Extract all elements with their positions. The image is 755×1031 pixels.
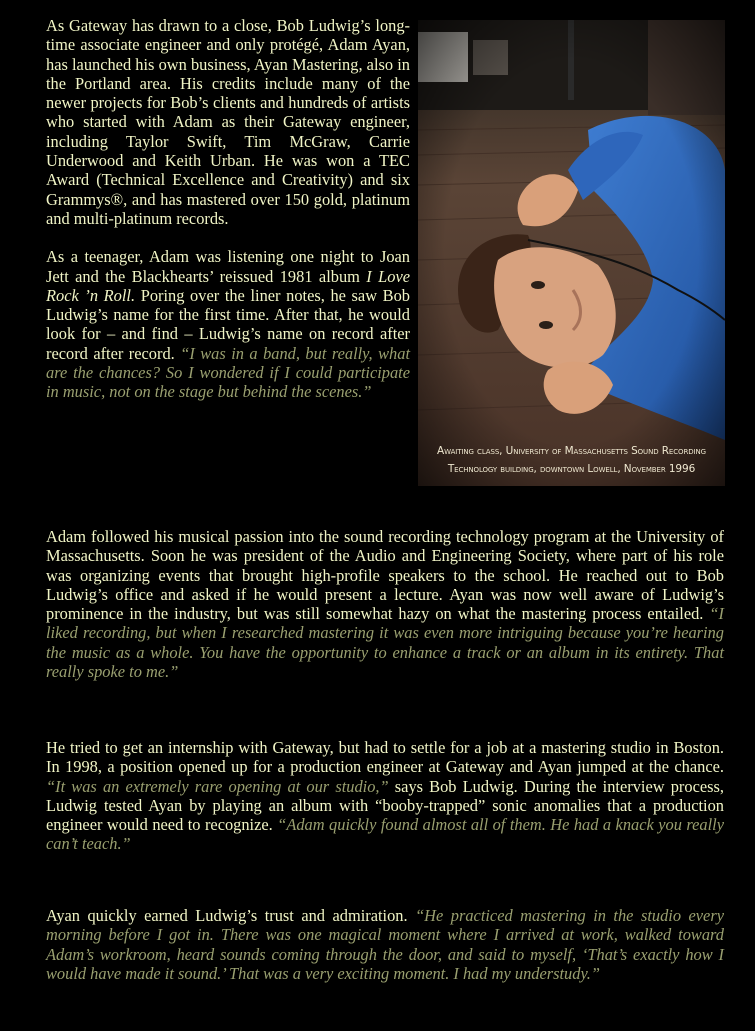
paragraph-teenager: [46, 247, 410, 401]
paragraph-trust-block: [46, 906, 724, 983]
paragraph-program-block: [46, 527, 724, 681]
paragraph-internship-text-b: says Bob Ludwig. During the interview process, Ludwig tested Ayan by playing an album with “booby-trapped” sonic anomalies that a production engineer would need to recognize.: [46, 776, 724, 835]
paragraph-trust: [46, 906, 724, 983]
quote-rare-opening: “It was an extremely rare opening at our studio,”: [46, 776, 389, 796]
paragraph-internship-block: [46, 738, 724, 854]
paragraph-internship-text-a: He tried to get an internship with Gateway, but had to settle for a job at a mastering studio in Boston. In 1998, a position opened up for a production engineer at Gateway and Ayan jumped at the chance.: [46, 738, 724, 777]
album-title: I Love Rock ’n Roll.: [46, 266, 410, 305]
paragraph-intro: As Gateway has drawn to a close, Bob Ludwig’s long-time associate engineer and only protégé, Adam Ayan, has launched his own business, Ayan Mastering, also in the Portland area. His credits include many of the newer projects for Bob’s clients and hundreds of artists who started with Adam as their Gateway engineer, including Taylor Swift, Tim McGraw, Carrie Underwood and Keith Urban. He was won a TEC Award (Technical Excellence and Creativity) and six Grammys®, and has mastered over 150 gold, platinum and multi-platinum records.: [46, 16, 410, 228]
photo-caption-line1: Awaiting class, University of Massachusetts Sound Recording: [437, 445, 706, 457]
quote-understudy: “He practiced mastering in the studio every morning before I got in. There was one magical moment where I arrived at work, walked toward Adam’s workroom, heard sounds coming through the door, and said to myself, ‘That’s exactly how I would have made it sound.’ That was a very exciting moment. I had my understudy.”: [46, 906, 724, 983]
left-column: [46, 16, 410, 402]
paragraph-teenager-text-b: Poring over the liner notes, he saw Bob Ludwig’s name for the first time. After that, he would look for – and find – Ludwig’s name on record after record after record.: [46, 285, 410, 363]
paragraph-teenager-text-a: As a teenager, Adam was listening one night to Joan Jett and the Blackhearts’ reissued 1981 album: [46, 247, 410, 286]
paragraph-internship: [46, 738, 724, 854]
quote-knack: “Adam quickly found almost all of them. He had a knack you really can’t teach.”: [46, 815, 724, 854]
photo-caption: [418, 442, 725, 478]
quote-band: “I was in a band, but really, what are the chances? So I wondered if I could participate in music, not on the stage but behind the scenes.”: [46, 343, 410, 402]
photo-adam-lying-on-sidewalk: [418, 20, 725, 486]
paragraph-program-text: Adam followed his musical passion into the sound recording technology program at the University of Massachusetts. Soon he was president of the Audio and Engineering Society, where part of his role was organizing events that brought high-profile speakers to the school. He reached out to Bob Ludwig’s office and asked if he would present a lecture. Ayan was now well aware of Ludwig’s prominence in the industry, but was still somewhat hazy on what the mastering process entailed.: [46, 527, 724, 624]
paragraph-trust-text: Ayan quickly earned Ludwig’s trust and admiration.: [46, 906, 416, 925]
photo-caption-line2: Technology building, downtown Lowell, November 1996: [447, 463, 696, 475]
paragraph-program: [46, 527, 724, 681]
photo-illustration: [418, 20, 725, 486]
quote-recording: “I liked recording, but when I researched mastering it was even more intriguing because you’re hearing the music as a whole. You have the opportunity to enhance a track or an album in its entirety. That really spoke to me.”: [46, 604, 724, 682]
